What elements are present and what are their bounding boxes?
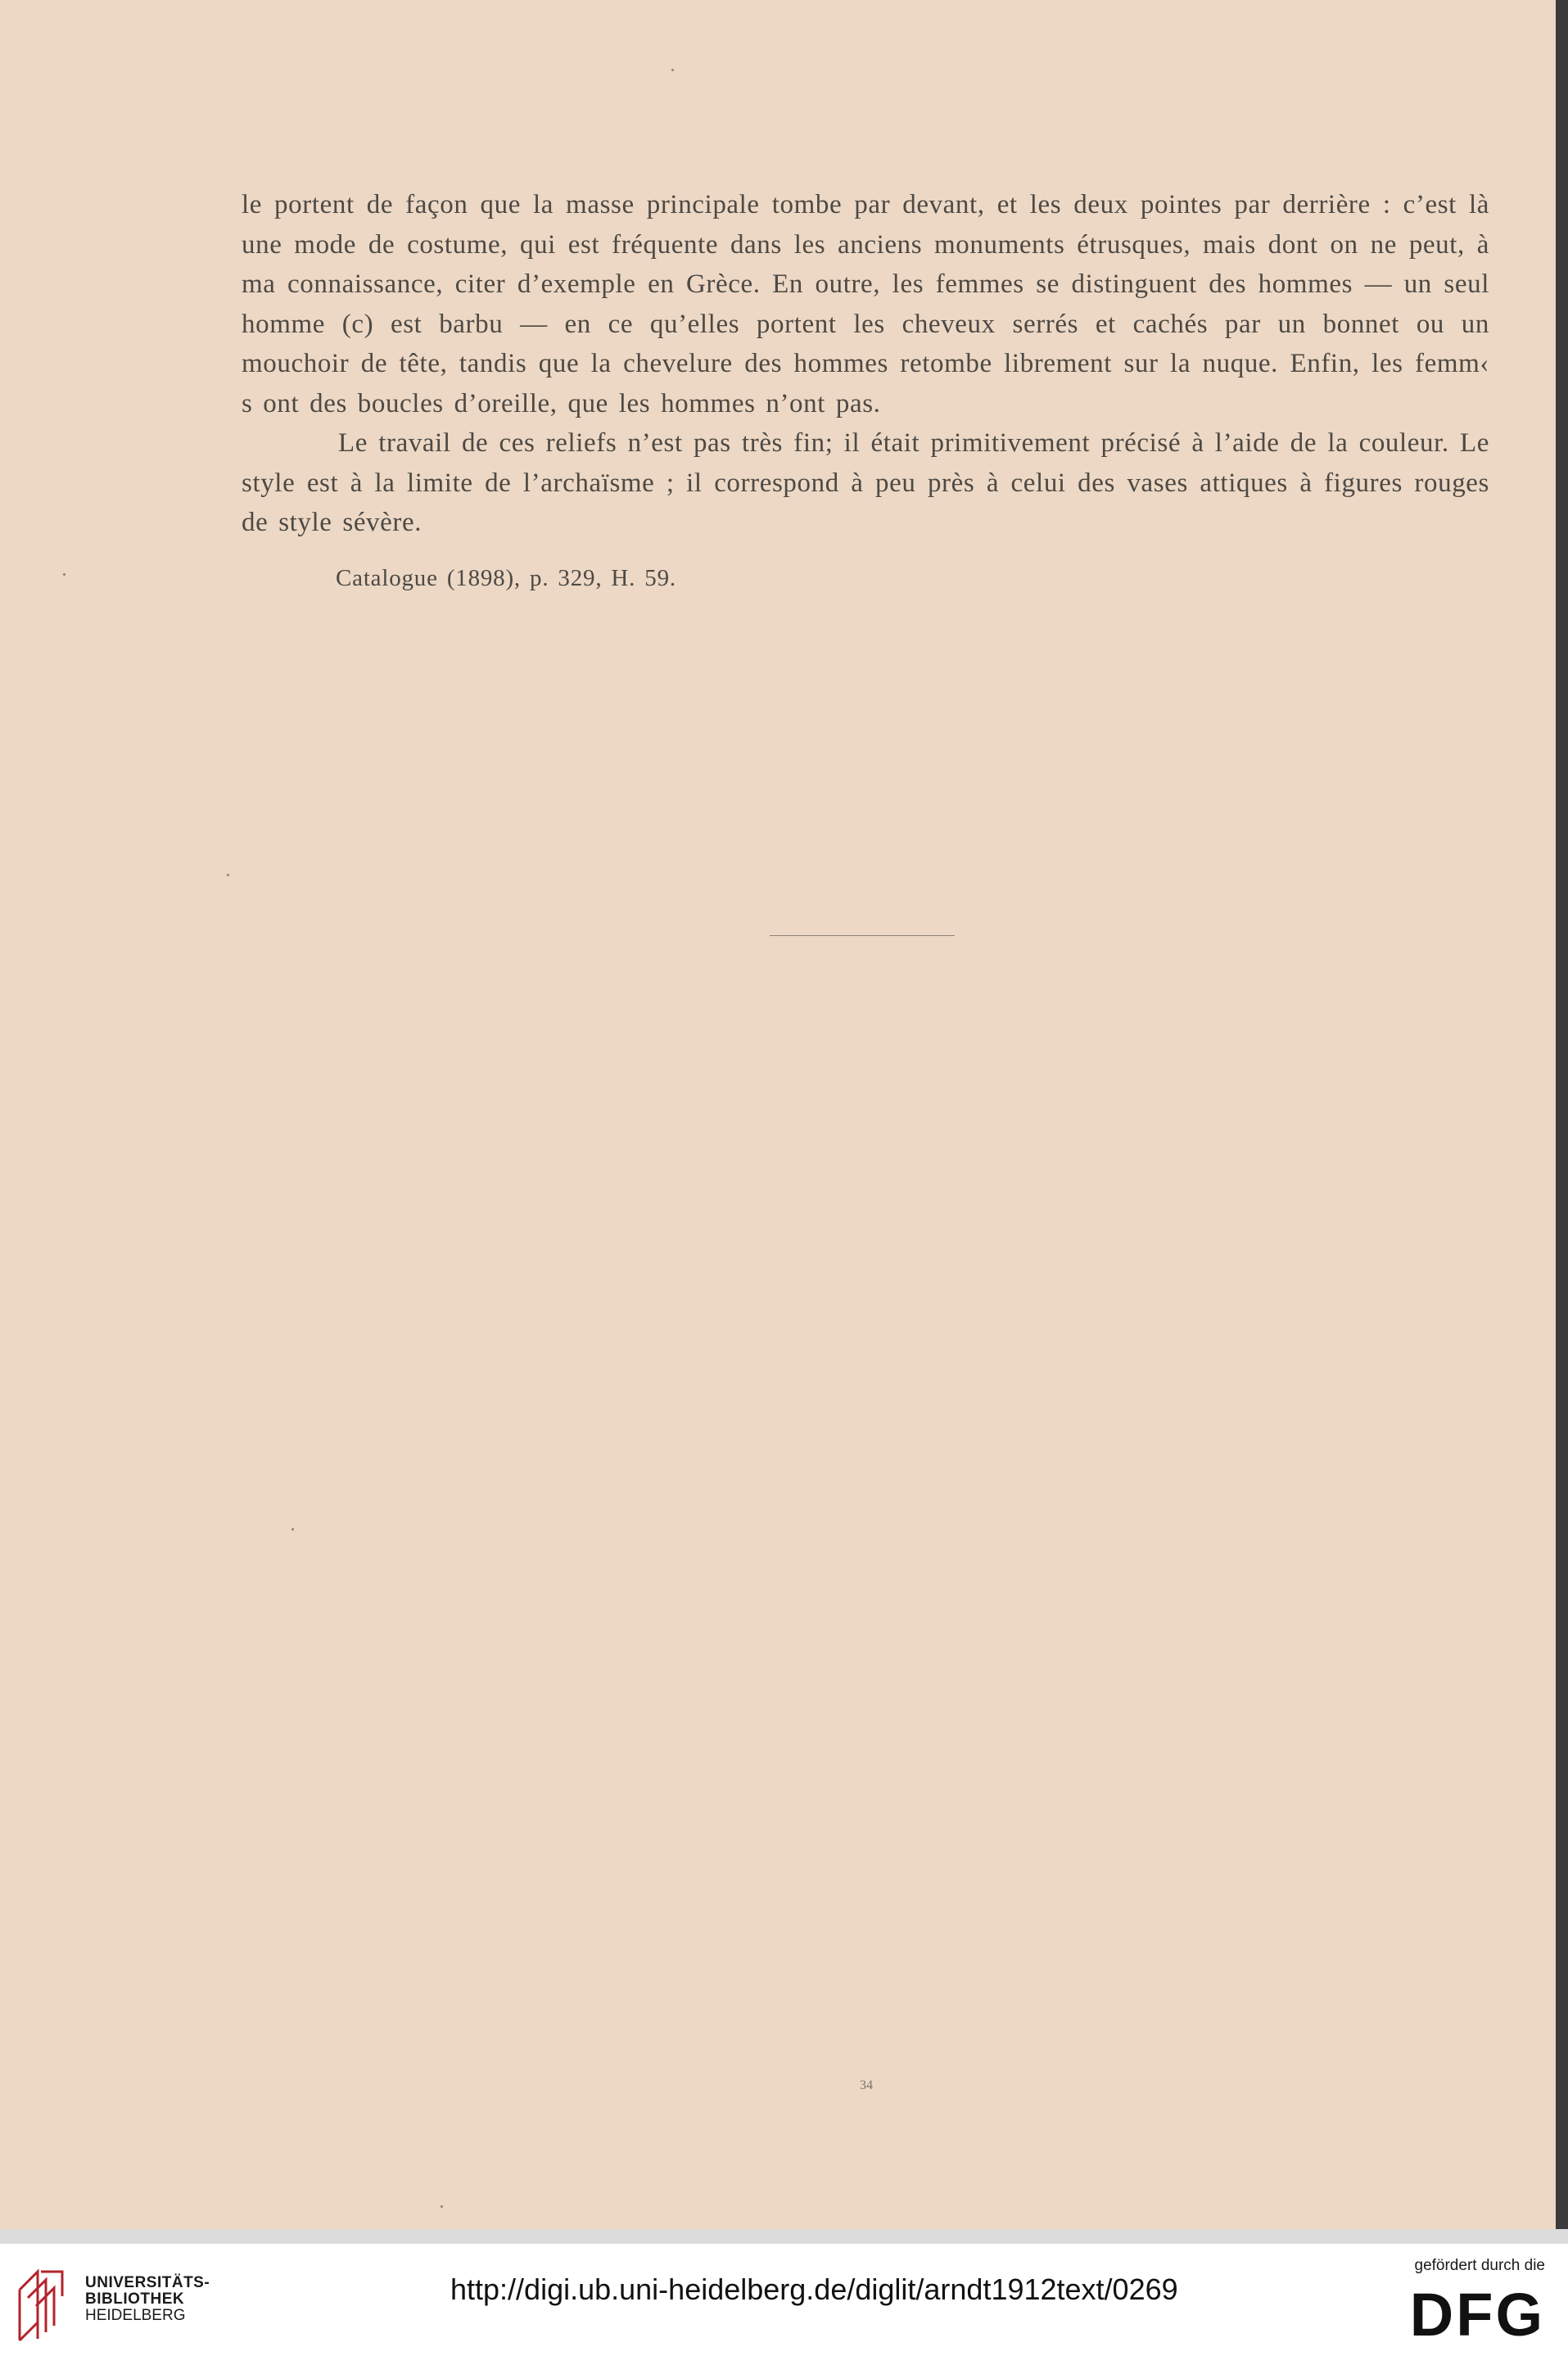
paragraph: Le travail de ces reliefs n’est pas très fin; il était primitivement précisé à l’aide de la couleur. Le style est à la limite de l’archaïsme ; il correspond à peu près à celui des vases attiques à figures rouges de style sévère. <box>242 428 1489 537</box>
scan-bottom-margin <box>0 2229 1568 2244</box>
scan-page-edge <box>1556 0 1568 2244</box>
paper-speck <box>441 2205 443 2208</box>
source-url-link[interactable]: http://digi.ub.uni-heidelberg.de/diglit/arndt1912text/0269 <box>450 2272 1178 2306</box>
page-number: 34 <box>860 2078 873 2092</box>
viewer-footer <box>0 2244 1568 2356</box>
paper-speck <box>671 69 674 71</box>
paper-speck <box>227 874 229 876</box>
section-separator <box>770 935 955 936</box>
body-text <box>242 185 1489 543</box>
library-name-line: HEIDELBERG <box>85 2307 186 2324</box>
funding-caption: gefördert durch die <box>1414 2257 1545 2274</box>
ub-heidelberg-logo-icon <box>16 2263 74 2342</box>
paragraph: le portent de façon que la masse principale tombe par devant, et les deux pointes par derrière : c’est là une mode de costume, qui est fréquente dans les anciens monuments étrusques, mais dont on ne peut, à ma connaissance, citer d’exemple en Grèce. En outre, les femmes se distinguent des hommes — un seul homme (c) est barbu — en ce qu’elles portent les cheveux serrés et cachés par un bonnet ou un mouchoir de tête, tandis que la chevelure des hommes retombe librement sur la nuque. Enfin, les femm‹ s ont des boucles d’oreille, que les hommes n’ont pas. <box>242 190 1489 418</box>
catalogue-reference: Catalogue (1898), p. 329, H. 59. <box>336 565 676 591</box>
library-name <box>85 2275 210 2324</box>
library-name-line: BIBLIOTHEK <box>85 2290 185 2308</box>
library-name-line: UNIVERSITÄTS- <box>85 2274 210 2291</box>
paper-speck <box>291 1528 294 1531</box>
paper-speck <box>63 573 66 576</box>
dfg-logo-icon: DFG <box>1409 2281 1545 2349</box>
